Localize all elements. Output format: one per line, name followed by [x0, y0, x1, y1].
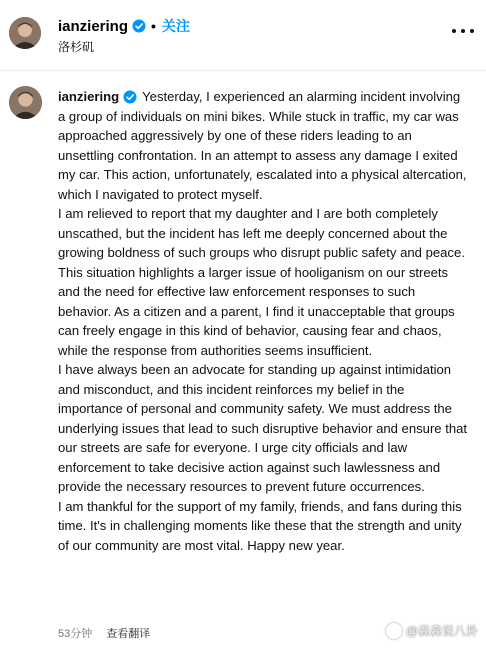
caption-text: [58, 87, 470, 555]
caption-paragraph: [58, 87, 470, 204]
translate-button[interactable]: 查看翻译: [106, 628, 151, 640]
avatar-photo-icon: [9, 17, 41, 49]
verified-icon: [123, 90, 137, 104]
watermark: [386, 622, 478, 639]
header-user-line: [58, 16, 190, 36]
caption-paragraph: I have always been an advocate for standing up against intimidation and misconduct, and this incident reinforces my belief in the importance of personal and community safety. We must address the underlying issues that lead to such disruptive behavior and ensure that our streets are safe for everyone. I urge city officials and law enforcement to take decisive action against such lawlessness and provide the necessary resources to prevent future occurrences.: [58, 362, 468, 494]
caption-paragraph: I am relieved to report that my daughter and I are both completely unscathed, but the incident has left me deeply concerned about the growing boldness of such groups who disrupt public safety and peace. This situation highlights a larger issue of hooliganism on our streets and the need for effective law enforcement responses to such behavior. As a citizen and a parent, I find it unacceptable that groups can freely engage in this kind of behavior, causing fear and chaos, while the response from authorities seems insufficient.: [58, 206, 465, 358]
post-header: [0, 0, 486, 71]
post-time[interactable]: 53分钟: [58, 628, 93, 640]
caption-username[interactable]: ianziering: [58, 89, 120, 104]
separator-dot: •: [151, 18, 156, 34]
more-dot: [470, 29, 474, 33]
caption-first-paragraph: Yesterday, I experienced an alarming incident involving a group of individuals on mini bikes. While stuck in traffic, my car was approached aggressively by one of these riders leading to an unsettling confrontation. In an attempt to assess any damage I exited my car. This action, unfortunately, escalated into a physical altercation, which I navigated to protect myself.: [58, 89, 467, 202]
caption-avatar[interactable]: [9, 86, 42, 119]
verified-icon: [132, 19, 146, 33]
watermark-text: @森森说八卦: [405, 624, 478, 638]
header-avatar[interactable]: [9, 17, 41, 49]
avatar-photo-icon: [9, 86, 42, 119]
caption-paragraph: I am thankful for the support of my family, friends, and fans during this time. It's in challenging moments like these that the strength and unity of our community are most vital. Happy new year.: [58, 498, 462, 553]
caption-user: [58, 87, 142, 107]
more-dot: [452, 29, 456, 33]
more-dot: [461, 29, 465, 33]
location-link[interactable]: 洛杉矶: [58, 40, 95, 54]
more-options-icon[interactable]: [452, 26, 474, 36]
post-footer: [58, 625, 150, 641]
watermark-logo-icon: [386, 623, 402, 639]
follow-button[interactable]: 关注: [161, 18, 190, 34]
header-username[interactable]: ianziering: [58, 17, 129, 35]
